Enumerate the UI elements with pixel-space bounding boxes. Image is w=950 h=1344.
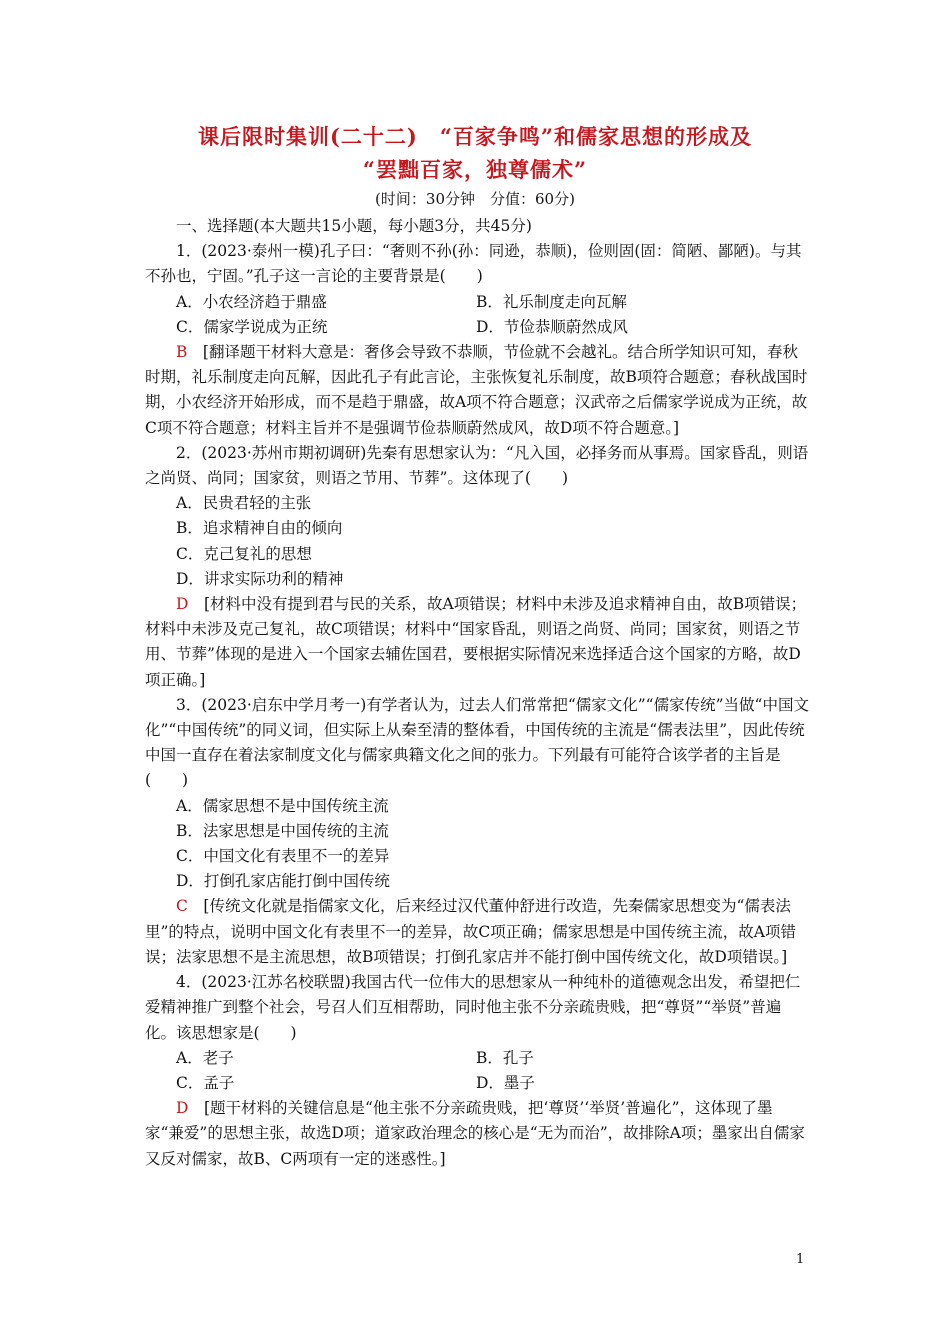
- explanation-text: [传统文化就是指儒家文化，后来经过汉代董仲舒进行改造，先秦儒家思想变为“儒表法里”的特点，说明中国文化有表里不一的差异，故C项正确；儒家思想是中国传统主流，故A项错误；法家思想不是主流思想，故B项错误；打倒孔家店并不能打倒中国传统文化，故D项错误。]: [145, 897, 796, 966]
- option-d: D．讲求实际功利的精神: [176, 569, 344, 588]
- page-title: 课后限时集训(二十二) “百家争鸣”和儒家思想的形成及: [197, 124, 753, 149]
- option-row: [145, 1046, 810, 1071]
- option-c: C．儒家学说成为正统: [176, 317, 328, 336]
- option-a: A．儒家思想不是中国传统主流: [176, 796, 389, 815]
- answer-explanation-4: [145, 1096, 810, 1172]
- option-c: C．中国文化有表里不一的差异: [176, 847, 390, 866]
- section-heading: 一、选择题(本大题共15小题，每小题3分，共45分): [176, 217, 532, 235]
- question-list: [145, 214, 810, 1172]
- answer-explanation-1: [145, 340, 810, 441]
- explanation-text: [翻译题干材料大意是：奢侈会导致不恭顺，节俭就不会越礼。结合所学知识可知，春秋时期，礼乐制度走向瓦解，因此孔子有此言论，主张恢复礼乐制度，故B项符合题意；春秋战国时期，小农经济开始形成，而不是趋于鼎盛，故A项不符合题意；汉武帝之后儒家学说成为正统，故C项不符合题意；材料主旨并不是强调节俭恭顺蔚然成风，故D项不符合题意。]: [145, 343, 808, 437]
- time-score-info: (时间：30分钟 分值：60分): [375, 190, 575, 208]
- option-a: A．民贵君轻的主张: [176, 494, 312, 513]
- option-row: [145, 290, 810, 315]
- option-d: D．墨子: [476, 1073, 535, 1092]
- option-b: B．礼乐制度走向瓦解: [476, 292, 627, 311]
- option-b: B．追求精神自由的倾向: [176, 519, 343, 538]
- page-number: 1: [796, 1252, 805, 1267]
- answer-letter: B: [176, 343, 188, 362]
- option-a: A．老子: [176, 1048, 234, 1067]
- question-stem-3: 3．(2023·启东中学月考一)有学者认为，过去人们常常把“儒家文化”“儒家传统”当做“中国文化”“中国传统”的同义词，但实际上从秦至清的整体看，中国传统的主流是“儒表法里”，因此传统中国一直存在着法家制度文化与儒家典籍文化之间的张力。下列最有可能符合该学者的主旨是( ): [145, 695, 809, 790]
- option-row: [145, 1071, 810, 1096]
- option-d: D．打倒孔家店能打倒中国传统: [176, 872, 390, 891]
- answer-explanation-2: [145, 592, 810, 693]
- question-stem-4: 4．(2023·江苏名校联盟)我国古代一位伟大的思想家从一种纯朴的道德观念出发，希望把仁爱精神推广到整个社会，号召人们互相帮助，同时他主张不分亲疏贵贱，把“尊贤”“举贤”普遍化。该思想家是( ): [145, 973, 801, 1042]
- explanation-text: [材料中没有提到君与民的关系，故A项错误；材料中未涉及追求精神自由，故B项错误；材料中未涉及克己复礼，故C项错误；材料中“国家昏乱，则语之尚贤、尚同；国家贫，则语之节用、节葬”体现的是进入一个国家去辅佐国君，要根据实际情况来选择适合这个国家的方略，故D项正确。]: [145, 595, 807, 689]
- option-c: C．克己复礼的思想: [176, 544, 312, 563]
- question-stem-2: 2．(2023·苏州市期初调研)先秦有思想家认为：“凡入国，必择务而从事焉。国家昏乱，则语之尚贤、尚同；国家贫，则语之节用、节葬”。这体现了( ): [145, 443, 809, 488]
- answer-letter: D: [176, 595, 189, 614]
- option-a: A．小农经济趋于鼎盛: [176, 292, 327, 311]
- option-b: B．孔子: [476, 1048, 534, 1067]
- page-subtitle: “罢黜百家，独尊儒术”: [362, 157, 588, 182]
- answer-letter: C: [176, 897, 188, 916]
- answer-letter: D: [176, 1099, 189, 1118]
- option-d: D．节俭恭顺蔚然成风: [476, 317, 628, 336]
- answer-explanation-3: [145, 894, 810, 970]
- option-b: B．法家思想是中国传统的主流: [176, 821, 389, 840]
- option-c: C．孟子: [176, 1073, 235, 1092]
- question-stem-1: 1．(2023·泰州一模)孔子曰：“奢则不孙(孙：同逊，恭顺)，俭则固(固：简陋、鄙陋)。与其不孙也，宁固。”孔子这一言论的主要背景是( ): [145, 242, 802, 286]
- option-row: [145, 315, 810, 340]
- explanation-text: [题干材料的关键信息是“他主张不分亲疏贵贱，把‘尊贤’‘举贤’普遍化”，这体现了墨家“兼爱”的思想主张，故选D项；道家政治理念的核心是“无为而治”，故排除A项；墨家出自儒家又反对儒家，故B、C两项有一定的迷惑性。]: [145, 1099, 805, 1168]
